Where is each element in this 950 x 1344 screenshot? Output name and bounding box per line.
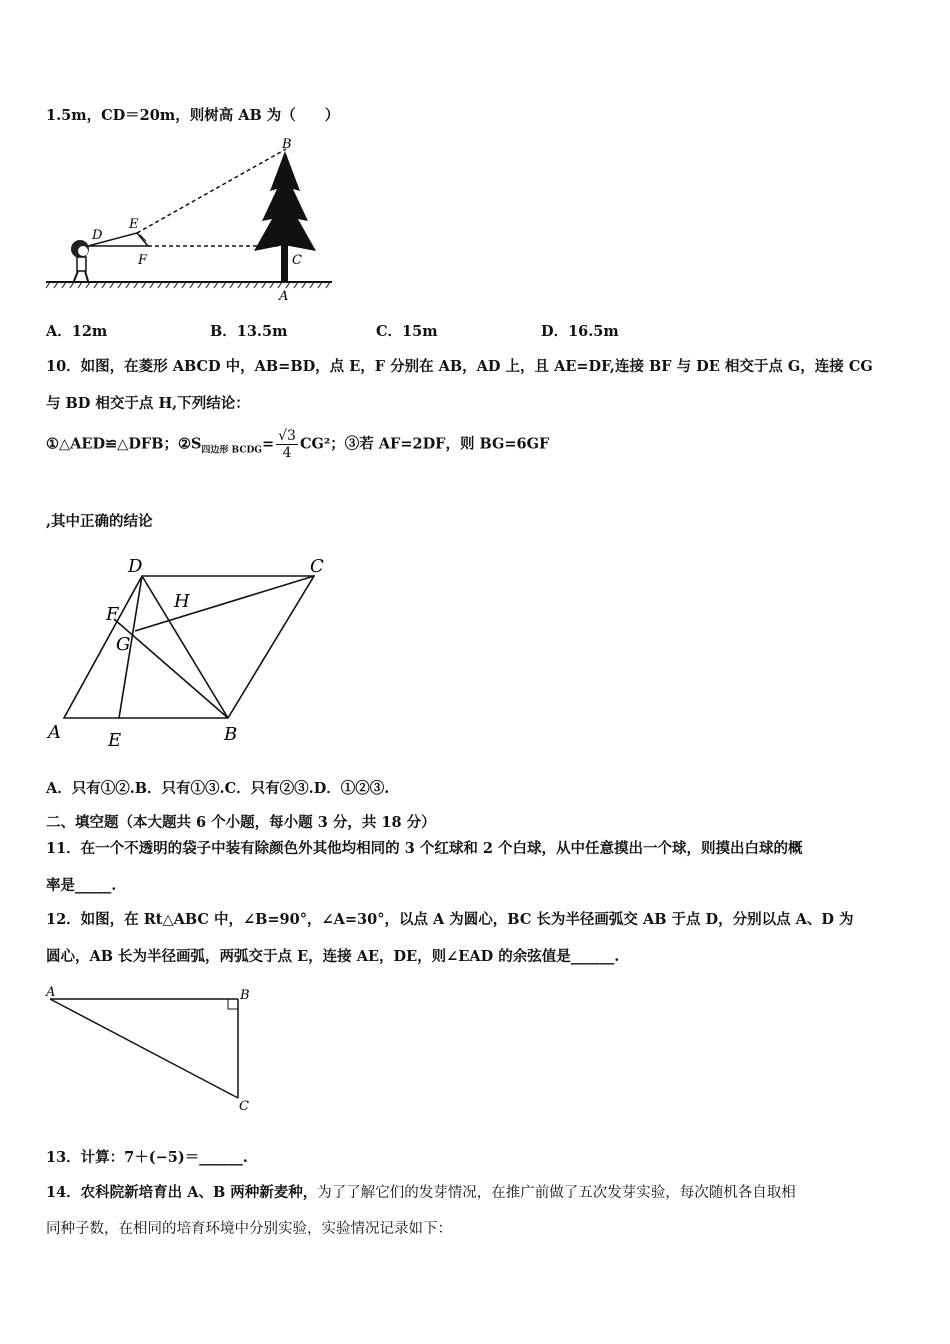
q14-lead: 14．农科院新培育出 A、B 两种新麦种， <box>46 1184 318 1201</box>
q9-figure <box>44 135 336 305</box>
label-B: B <box>224 724 238 745</box>
q10-line1: 10．如图，在菱形 ABCD 中，AB=BD，点 E，F 分别在 AB，AD 上，且 AE=DF,连接 BF 与 DE 相交于点 G，连接 CG <box>46 358 873 375</box>
fraction-denominator: 4 <box>282 445 292 461</box>
label-D: D <box>128 556 143 577</box>
fraction <box>276 428 298 461</box>
q9-option-c: C．15m <box>376 323 438 340</box>
q14-rest: 为了了解它们的发芽情况，在推广前做了五次发芽实验，每次随机各自取相 <box>317 1185 796 1201</box>
label-A: A <box>279 289 289 304</box>
label-F: F <box>138 253 148 268</box>
q12-figure <box>44 983 259 1115</box>
section-heading: 二、填空题（本大题共 6 个小题，每小题 3 分，共 18 分） <box>46 814 436 831</box>
q12-line1: 12．如图，在 Rt△ABC 中，∠B=90°，∠A=30°，以点 A 为圆心，BC 长为半径画弧交 AB 于点 D，分别以点 A、D 为 <box>46 911 854 928</box>
q12-line2: 圆心，AB 长为半径画弧，两弧交于点 E，连接 AE，DE，则∠EAD 的余弦值是______. <box>46 948 620 965</box>
label-A: A <box>48 722 61 743</box>
q9-text: 1.5m，CD＝20m，则树高 AB 为（ ） <box>46 107 340 124</box>
q10-conclusions <box>46 428 549 461</box>
q11-line1: 11．在一个不透明的袋子中装有除颜色外其他均相同的 3 个红球和 2 个白球，从中任意摸出一个球，则摸出白球的概 <box>46 840 803 857</box>
q10-options: A．只有①②.B．只有①③.C．只有②③.D．①②③. <box>46 780 390 797</box>
q14-line1 <box>46 1181 796 1202</box>
label-C: C <box>239 1099 249 1114</box>
label-B: B <box>282 137 292 152</box>
label-C: C <box>310 556 324 577</box>
label-D: D <box>92 228 103 243</box>
label-F: F <box>106 604 119 625</box>
label-B: B <box>240 988 250 1003</box>
q10-prompt: ,其中正确的结论 <box>46 513 153 530</box>
label-E: E <box>108 730 122 750</box>
label-A: A <box>46 985 56 1000</box>
label-C: C <box>292 253 302 268</box>
q9-option-d: D．16.5m <box>541 323 619 340</box>
q10-c2: CG²；③若 AF=2DF，则 BG=6GF <box>299 435 550 453</box>
q10-figure <box>44 550 334 750</box>
q11-line2: 率是_____. <box>46 877 117 894</box>
tree-icon <box>254 151 316 282</box>
q9-option-a: A．12m <box>46 323 108 340</box>
q13-text: 13．计算：7＋(−5)＝______. <box>46 1149 248 1166</box>
q14-line2: 同种子数，在相同的培育环境中分别实验，实验情况记录如下： <box>46 1221 452 1237</box>
label-G: G <box>116 634 131 655</box>
person-icon <box>71 240 89 281</box>
q9-option-b: B．13.5m <box>210 323 288 340</box>
fraction-numerator: √3 <box>278 428 296 444</box>
q10-line2: 与 BD 相交于点 H,下列结论： <box>46 395 250 412</box>
label-H: H <box>174 591 190 612</box>
q10-c-sub: 四边形 BCDG <box>201 445 262 456</box>
q10-c1: ①△AED≌△DFB；②S <box>46 435 202 453</box>
label-E: E <box>129 217 139 232</box>
q10-c-eq: = <box>261 435 275 453</box>
